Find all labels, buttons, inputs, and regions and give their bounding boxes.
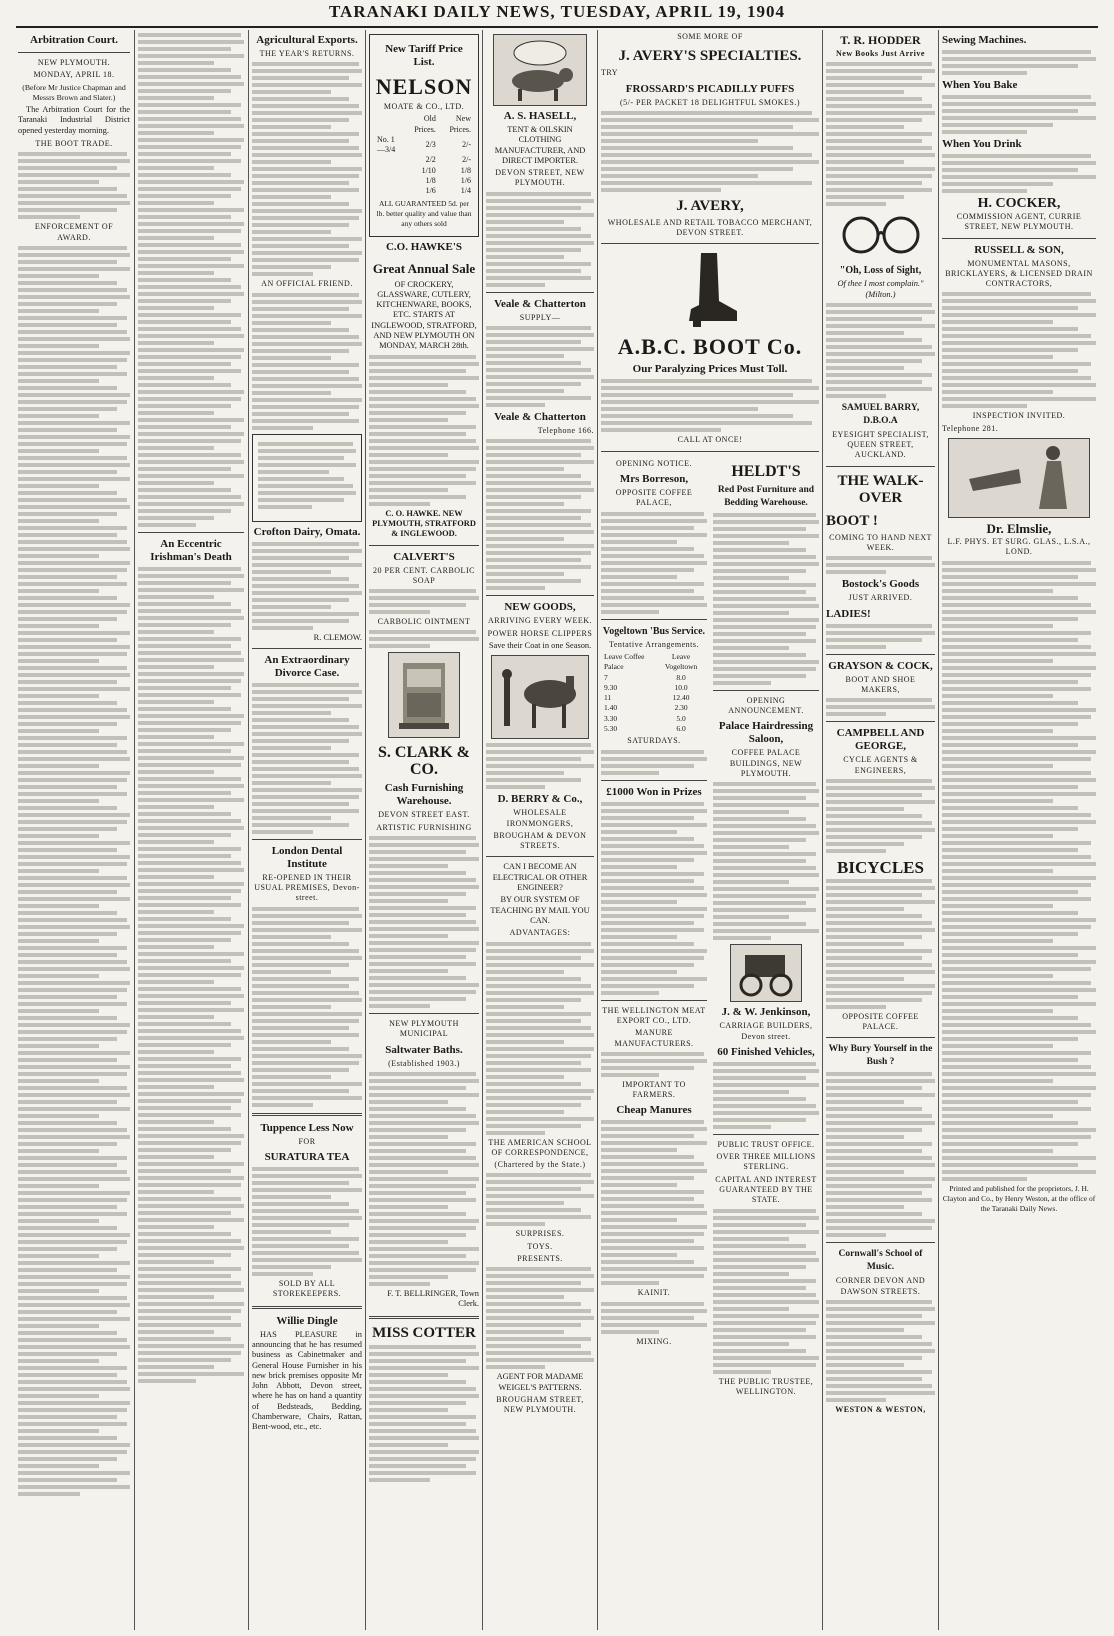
frossard-price: (5/- PER PACKET 18 DELIGHTFUL SMOKES.)	[619, 97, 801, 107]
nelson-tea-advertisement	[369, 34, 479, 237]
why-bury-heading: Why Bury Yourself in the Bush ?	[828, 1044, 933, 1068]
before-line: (Before Mr Justice Chapman and Messrs Brown and Slater.)	[22, 82, 126, 102]
clark-sub: Cash Furnishing Warehouse.	[384, 782, 464, 808]
timetable-rows	[601, 750, 707, 775]
nelson-sub: MOATE & CO., LTD.	[383, 102, 465, 111]
horse-clipping-illustration	[491, 655, 589, 739]
calvert-ointment: CARBOLIC OINTMENT	[377, 617, 471, 627]
column-4	[369, 30, 479, 1630]
prize-heading: £1000 Won in Prizes	[606, 785, 702, 798]
advantages-heading: ADVANTAGES:	[509, 928, 571, 938]
telephone: Telephone 281.	[942, 423, 999, 433]
column-5	[486, 30, 594, 1630]
trust-heading: PUBLIC TRUST OFFICE.	[717, 1139, 815, 1149]
ad-body	[942, 292, 1096, 408]
bus-heading: Vogeltown 'Bus Service.	[602, 625, 706, 637]
column-3	[252, 30, 362, 1630]
exports-subhead: THE YEAR'S RETURNS.	[259, 49, 355, 58]
column-1	[18, 30, 130, 1630]
ad-body	[601, 379, 819, 432]
ad-body	[601, 512, 707, 614]
carriage-icon	[731, 945, 801, 1001]
hasell-heading: A. S. HASELL,	[503, 110, 577, 122]
pattern-agent: AGENT FOR MADAME WEIGEL'S PATTERNS.	[496, 1372, 584, 1392]
clark-heading: S. CLARK & CO.	[377, 744, 470, 779]
berry-street: BROUGHAM & DEVON STREETS.	[493, 830, 587, 851]
spectacles-illustration	[837, 210, 925, 260]
crofton-dairy-heading: Crofton Dairy, Omata.	[253, 525, 361, 538]
cocker-heading: H. COCKER,	[977, 196, 1061, 211]
crofton-signature: R. CLEMOW.	[313, 632, 362, 642]
frossard-heading: FROSSARD'S PICADILLY PUFFS	[625, 82, 795, 95]
ad-body	[826, 624, 935, 649]
ad-body	[826, 556, 935, 574]
elmslie-heading: Dr. Elmslie,	[986, 521, 1052, 537]
ad-body	[369, 630, 479, 648]
bus-timetable: Leave Coffee Palace Leave Vogeltown 7 8.0 9.30 10.0 11 12.40 1.40 2.30 3.30 5.0 5.30 6.0	[604, 651, 698, 734]
hodder-heading: T. R. HODDER	[840, 33, 921, 47]
masthead-rule	[16, 26, 1098, 28]
boot-icon	[675, 249, 745, 329]
calvert-heading: CALVERT'S	[393, 550, 455, 563]
cow-illustration	[493, 34, 587, 106]
opposite-coffee-palace: OPPOSITE COFFEE PALACE.	[842, 1011, 919, 1032]
new-goods-heading: NEW GOODS,	[504, 601, 576, 614]
ad-body	[601, 111, 819, 192]
avery-top: SOME MORE OF	[677, 32, 743, 41]
ad-body	[942, 95, 1096, 134]
article-body	[138, 567, 244, 1383]
willie-dingle-heading: Willie Dingle	[276, 1314, 338, 1327]
ad-body	[713, 513, 819, 685]
column-divider	[597, 30, 598, 1630]
clippers-sub: Save their Coat in one Season.	[488, 640, 592, 650]
weston-signature: WESTON & WESTON,	[835, 1405, 926, 1415]
right-subcolumn	[713, 457, 819, 1399]
veale-supply: SUPPLY—	[519, 312, 561, 322]
dental-institute-heading: London Dental Institute	[271, 844, 343, 870]
presents: PRESENTS.	[517, 1254, 563, 1264]
price-table: Old Prices. New Prices. No. 1—3/4 2/3 2/- 2/2 2/- 1/10 1/8 1/8 1/6 1/6 1/4	[377, 114, 471, 196]
ad-body	[601, 1120, 707, 1285]
figure-illustration	[948, 438, 1090, 518]
inspection-invited: INSPECTION INVITED.	[972, 411, 1066, 421]
barry-signature-sub: EYESIGHT SPECIALIST, QUEEN STREET, AUCKLAND.	[832, 429, 929, 460]
campbell-heading: CAMPBELL AND GEORGE,	[836, 727, 925, 753]
ad-body	[486, 439, 594, 590]
cabinet-icon	[389, 653, 459, 737]
bake-heading: When You Bake	[942, 79, 1018, 91]
avery-signature: J. AVERY,	[676, 197, 744, 214]
tuppence-heading: Tuppence Less Now	[260, 1121, 354, 1134]
ad-body	[369, 1072, 479, 1286]
borreson-heading: Mrs Borreson,	[619, 473, 689, 486]
column-divider	[134, 30, 135, 1630]
sewing-heading: Sewing Machines.	[942, 34, 1027, 46]
ad-body	[252, 907, 362, 1107]
column-2	[138, 30, 244, 1630]
lead-paragraph: The Arbitration Court for the Taranaki Industrial District opened yesterday morning.	[18, 105, 130, 135]
baths-sub: Saltwater Baths.	[385, 1043, 463, 1056]
cornwall-sub: CORNER DEVON AND DAWSON STREETS.	[835, 1276, 926, 1296]
heldt-sub: Red Post Furniture and Bedding Warehouse.	[717, 484, 815, 508]
veale-phone: Telephone 166.	[537, 426, 594, 436]
manure-makers: MANURE MANUFACTURERS.	[614, 1028, 694, 1048]
ad-body	[826, 1072, 935, 1237]
walkover-boot: BOOT !	[826, 512, 878, 529]
ad-body	[713, 1209, 819, 1374]
nelson-name: NELSON	[375, 74, 473, 99]
ad-body	[826, 62, 935, 206]
hawke-text: OF CROCKERY, GLASSWARE, CUTLERY, KITCHENWARE, BOOKS, ETC. STARTS AT INGLEWOOD, STRATFORD, AND NEW PLYMOUTH ON MONDAY, MARCH 28th.	[371, 279, 477, 351]
article-body	[138, 33, 244, 527]
abc-boot-heading: A.B.C. BOOT Co.	[617, 334, 803, 360]
ad-body	[826, 698, 935, 716]
hasell-street: DEVON STREET, NEW PLYMOUTH.	[495, 168, 585, 188]
bus-sub: Tentative Arrangements.	[608, 639, 700, 649]
masthead: TARANAKI DAILY NEWS, TUESDAY, APRIL 19, 1904	[328, 2, 786, 21]
abc-call: CALL AT ONCE!	[677, 435, 743, 445]
ad-body	[942, 561, 1096, 1181]
grayson-heading: GRAYSON & COCK,	[828, 659, 933, 672]
barry-heading: "Oh, Loss of Sight,	[839, 265, 922, 277]
sewing-machine-illustration	[388, 652, 460, 738]
berry-heading: D. BERRY & Co.,	[497, 793, 583, 806]
palace-opening: OPENING ANNOUNCEMENT.	[728, 695, 804, 716]
berry-sub: WHOLESALE IRONMONGERS,	[506, 808, 574, 828]
elmslie-sub: L.F. PHYS. ET SURG. GLAS., L.S.A., LOND.	[947, 537, 1091, 557]
column-8	[942, 30, 1096, 1630]
ad-body	[942, 154, 1096, 193]
bostock-heading: Bostock's Goods	[841, 578, 920, 591]
mixing: MIXING.	[636, 1336, 672, 1346]
school-sub: (Chartered by the State.)	[494, 1160, 586, 1170]
agricultural-exports-heading: Agricultural Exports.	[256, 34, 358, 46]
baths-signature: F. T. BELLRINGER, Town Clerk.	[387, 1288, 479, 1309]
two-column-block	[601, 457, 819, 1399]
vehicles-heading: 60 Finished Vehicles,	[717, 1045, 815, 1058]
ad-body	[713, 1062, 819, 1129]
column-7	[826, 30, 935, 1630]
award-subhead: ENFORCEMENT OF AWARD.	[34, 222, 114, 242]
new-goods-sub: ARRIVING EVERY WEEK.	[488, 616, 592, 626]
opening-notice: OPENING NOTICE.	[616, 458, 692, 468]
ad-body	[826, 779, 935, 853]
pattern-street: BROUGHAM STREET, NEW PLYMOUTH.	[496, 1394, 584, 1415]
baths-heading: NEW PLYMOUTH MUNICIPAL	[389, 1019, 459, 1039]
miss-cotter-heading: MISS COTTER	[372, 1324, 476, 1341]
clark-street: DEVON STREET EAST.	[378, 810, 470, 820]
ad-body	[486, 942, 594, 1135]
article-body	[252, 62, 362, 276]
ad-body	[601, 1302, 707, 1334]
column-divider	[248, 30, 249, 1630]
walkover-coming: COMING TO HAND NEXT WEEK.	[829, 532, 932, 553]
boot-trade-subhead: THE BOOT TRADE.	[35, 139, 113, 149]
ad-body	[942, 50, 1096, 75]
walkover-heading: THE WALK-OVER	[837, 472, 924, 506]
ad-body	[252, 1167, 362, 1276]
carriage-illustration	[730, 944, 802, 1002]
column-6	[601, 30, 819, 1630]
jenkinson-heading: J. & W. Jenkinson,	[721, 1006, 811, 1019]
ad-body	[826, 1300, 935, 1402]
hasell-sub: TENT & OILSKIN CLOTHING MANUFACTURER, AND DIRECT IMPORTER.	[494, 125, 586, 165]
farmers-notice: IMPORTANT TO FARMERS.	[622, 1079, 686, 1100]
ad-body	[486, 743, 594, 789]
surprises: SURPRISES.	[515, 1229, 565, 1239]
cheap-manures: Cheap Manures	[616, 1104, 692, 1117]
calvert-soap: 20 PER CENT. CARBOLIC SOAP	[373, 565, 475, 585]
ad-body	[486, 1267, 594, 1369]
boot-illustration	[675, 249, 745, 329]
ad-body	[486, 1173, 594, 1226]
cow-icon	[494, 35, 586, 105]
ad-body	[601, 802, 707, 995]
ad-body	[826, 879, 935, 1009]
heldt-heading: HELDT'S	[731, 462, 801, 480]
barry-signature: SAMUEL BARRY, D.B.O.A	[841, 402, 920, 426]
russell-sub: MONUMENTAL MASONS, BRICKLAYERS, & LICENSED DRAIN CONTRACTORS,	[945, 258, 1093, 289]
nelson-guarantee: ALL GUARANTEED 5d. per lb. better quality and value than any others sold	[376, 198, 472, 229]
veale-chatterton-heading-2: Veale & Chatterton	[494, 411, 586, 424]
suratura-sold: SOLD BY ALL STOREKEEPERS.	[272, 1279, 342, 1299]
clark-art: ARTISTIC FURNISHING	[376, 822, 472, 832]
lungs-advertisement	[252, 434, 362, 522]
mail-teaching: BY OUR SYSTEM OF TEACHING BY MAIL YOU CAN.	[490, 895, 590, 925]
campbell-sub: CYCLE AGENTS & ENGINEERS,	[843, 755, 918, 775]
ad-body	[601, 1052, 707, 1077]
palace-sub: COFFEE PALACE BUILDINGS, NEW PLYMOUTH.	[729, 748, 803, 778]
jenkinson-sub: CARRIAGE BUILDERS, Devon street.	[719, 1021, 813, 1041]
willie-dingle-text: HAS PLEASURE in announcing that he has resumed business as Cabinetmaker and General House Furnisher in his new brick premises opposite Mr John Abbott, Devon street, where he has on hand a quantity of Bedsteads, Bedding, Chamberware, Chairs, Rattan, Bent-wood, etc., etc.	[252, 1329, 362, 1432]
ladies-heading: LADIES!	[826, 607, 871, 620]
article-body	[252, 293, 362, 430]
imprint-footer: Printed and published for the proprietors, J. H. Clayton and Co., by Henry Weston, at the office of the Taranaki Daily News.	[942, 1183, 1096, 1214]
column-divider	[365, 30, 366, 1630]
spectacles-icon	[837, 210, 925, 260]
hawke-heading: C.O. HAWKE'S	[385, 240, 463, 253]
tuppence-for: FOR	[298, 1136, 316, 1146]
russell-heading: RUSSELL & SON,	[974, 243, 1064, 256]
veale-chatterton-heading: Veale & Chatterton	[494, 297, 586, 310]
article-body	[18, 246, 130, 1496]
trust-sub: OVER THREE MILLIONS STERLING.	[716, 1152, 816, 1172]
divorce-case-heading: An Extraordinary Divorce Case.	[264, 653, 350, 679]
left-subcolumn	[601, 457, 707, 1399]
date-line: MONDAY, APRIL 18.	[33, 70, 115, 80]
saturdays: SATURDAYS.	[627, 736, 681, 746]
dental-subhead: RE-OPENED IN THEIR USUAL PREMISES, Devon-street.	[254, 872, 360, 903]
ad-body	[486, 192, 594, 287]
hodder-sub: New Books Just Arrive	[836, 49, 925, 58]
column-divider	[822, 30, 823, 1630]
ad-body	[369, 355, 479, 506]
trust-capital: CAPITAL AND INTEREST GUARANTEED BY THE STATE.	[715, 1174, 817, 1205]
cornwall-heading: Cornwall's School of Music.	[838, 1249, 923, 1273]
suratura-tea-heading: SURATURA TEA	[264, 1151, 350, 1164]
column-divider	[938, 30, 939, 1630]
dateline: NEW PLYMOUTH.	[37, 58, 111, 67]
ad-body	[486, 326, 594, 407]
palace-heading: Palace Hairdressing Saloon,	[718, 720, 814, 746]
avery-try: TRY	[601, 68, 619, 78]
kainit: KAINIT.	[637, 1288, 671, 1298]
barry-quote: Of thee I most complain." (Milton.)	[837, 279, 924, 299]
ad-body	[252, 542, 362, 630]
horse-icon	[492, 656, 588, 738]
eccentric-irishman-heading: An Eccentric Irishman's Death	[150, 538, 232, 563]
engineer-question: CAN I BECOME AN ELECTRICAL OR OTHER ENGINEER?	[492, 862, 588, 893]
classical-figure-icon	[949, 439, 1089, 517]
price-list-heading: New Tariff Price List.	[385, 43, 463, 68]
school-heading: THE AMERICAN SCHOOL OF CORRESPONDENCE,	[488, 1137, 592, 1157]
borreson-sub: OPPOSITE COFFEE PALACE,	[615, 488, 693, 508]
ad-body	[713, 782, 819, 940]
hawke-sale: Great Annual Sale	[372, 260, 476, 276]
hawke-footer: C. O. HAWKE. NEW PLYMOUTH, STRATFORD & INGLEWOOD.	[372, 508, 476, 539]
public-trustee: THE PUBLIC TRUSTEE, WELLINGTON.	[718, 1376, 814, 1396]
ad-body	[826, 303, 935, 398]
official-friend-subhead: AN OFFICIAL FRIEND.	[261, 279, 353, 289]
cocker-sub: COMMISSION AGENT, CURRIE STREET, NEW PLYMOUTH.	[956, 212, 1082, 232]
ad-body	[369, 836, 479, 1008]
arbitration-court-heading: Arbitration Court.	[30, 34, 118, 46]
grayson-sub: BOOT AND SHOE MAKERS,	[845, 674, 916, 694]
column-divider	[482, 30, 483, 1630]
clippers-heading: POWER HORSE CLIPPERS	[487, 628, 593, 638]
bostock-sub: JUST ARRIVED.	[848, 593, 913, 603]
abc-boot-sub: Our Paralyzing Prices Must Toll.	[632, 363, 788, 376]
article-body	[252, 683, 362, 834]
bicycles-heading: BICYCLES	[837, 857, 924, 877]
avery-signature-sub: WHOLESALE AND RETAIL TOBACCO MERCHANT, DEVON STREET.	[607, 217, 813, 238]
drink-heading: When You Drink	[942, 138, 1022, 150]
ad-body	[369, 589, 479, 614]
avery-heading: J. AVERY'S SPECIALTIES.	[618, 48, 802, 65]
meat-company: THE WELLINGTON MEAT EXPORT CO., LTD.	[602, 1005, 706, 1025]
ad-body	[369, 1345, 479, 1482]
baths-est: (Established 1903.)	[388, 1058, 460, 1068]
article-body	[18, 152, 130, 219]
toys: TOYS.	[527, 1241, 553, 1251]
